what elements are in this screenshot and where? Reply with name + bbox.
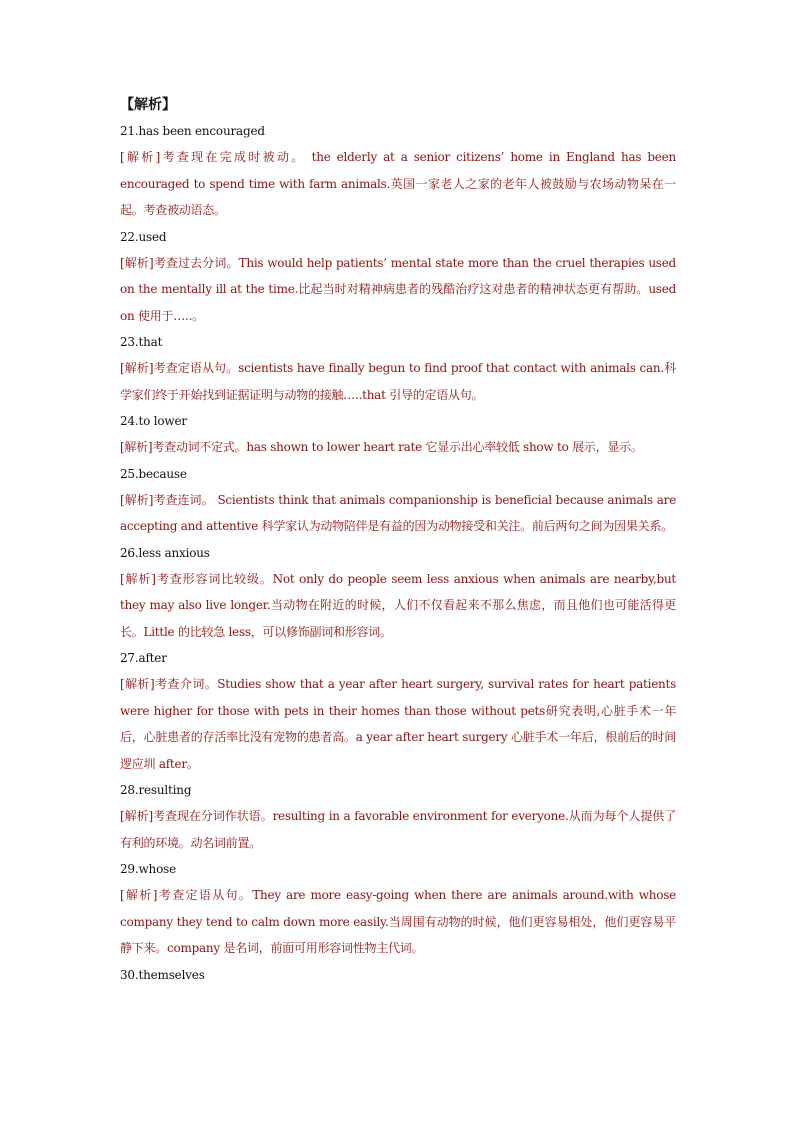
- explanation-27: [解析]考查介词。Studies show that a year after heart surgery, survival rates for heart patients were higher for those with pets in their homes than those without pets研究表明,心脏手术一年后，心脏患者的存活率比没有宠物的患者高。a year after heart surgery 心脏手术一年后，根前后的时间逻应圳 after。: [120, 677, 676, 771]
- answer-21: 21.has been encouraged: [120, 124, 265, 138]
- explanation-25: [解析]考查连词。 Scientists think that animals companionship is beneficial because animals are accepting and attentive 科学家认为动物陪伴是有益的因为动物接受和关注。前后两句之间为因果关系。: [120, 492, 676, 533]
- answer-23: 23.that: [120, 335, 163, 349]
- explanation-26: [解析]考查形容词比较级。Not only do people seem less anxious when animals are nearby,but they may also live longer.当动物在附近的时候，人们不仅看起来不那么焦虑，而且他们也可能活得更长。Little 的比较急 less，可以修饰副词和形容词。: [120, 571, 676, 639]
- explanation-22: [解析]考查过去分词。This would help patients’ mental state more than the cruel therapies used on the mentally ill at the time.比起当时对精神病患者的残酷治疗这对患者的精神状态更有帮助。used on 使用于…..。: [120, 255, 676, 323]
- answer-24: 24.to lower: [120, 414, 187, 428]
- answer-27: 27.after: [120, 651, 167, 665]
- answer-25: 25.because: [120, 466, 187, 481]
- explanation-21: [解析]考查现在完成时被动。 the elderly at a senior citizens’ home in England has been encouraged to spend time with farm animals.英国一家老人之家的老年人被鼓励与农场动物呆在一起。考查被动语态。: [120, 150, 676, 217]
- document-page: [120, 94, 676, 988]
- answer-22: 22.used: [120, 229, 167, 244]
- answer-30: 30.themselves: [120, 967, 205, 982]
- section-heading: 【解析】: [120, 97, 176, 113]
- answer-26: 26.less anxious: [120, 545, 210, 560]
- answer-28: 28.resulting: [120, 783, 192, 797]
- explanation-23: [解析]考查定语从句。scientists have finally begun to find proof that contact with animals can.科学家们终于开始找到证据证明与动物的接触…..that 引导的定语从句。: [120, 361, 676, 402]
- answer-29: 29.whose: [120, 862, 176, 876]
- explanation-24: [解析]考查动词不定式。has shown to lower heart rate 它显示出心率较低 show to 展示，显示。: [120, 440, 643, 454]
- explanation-29: [解析]考查定语从句。They are more easy-going when there are animals around.with whose company they tend to calm down more easily.当周围有动物的时候，他们更容易相处，他们更容易平静下来。company 是名词，前面可用形容词性物主代词。: [120, 888, 676, 955]
- explanation-28: [解析]考查现在分词作状语。resulting in a favorable environment for everyone.从而为每个人提供了有利的环境。动名词前置。: [120, 809, 676, 850]
